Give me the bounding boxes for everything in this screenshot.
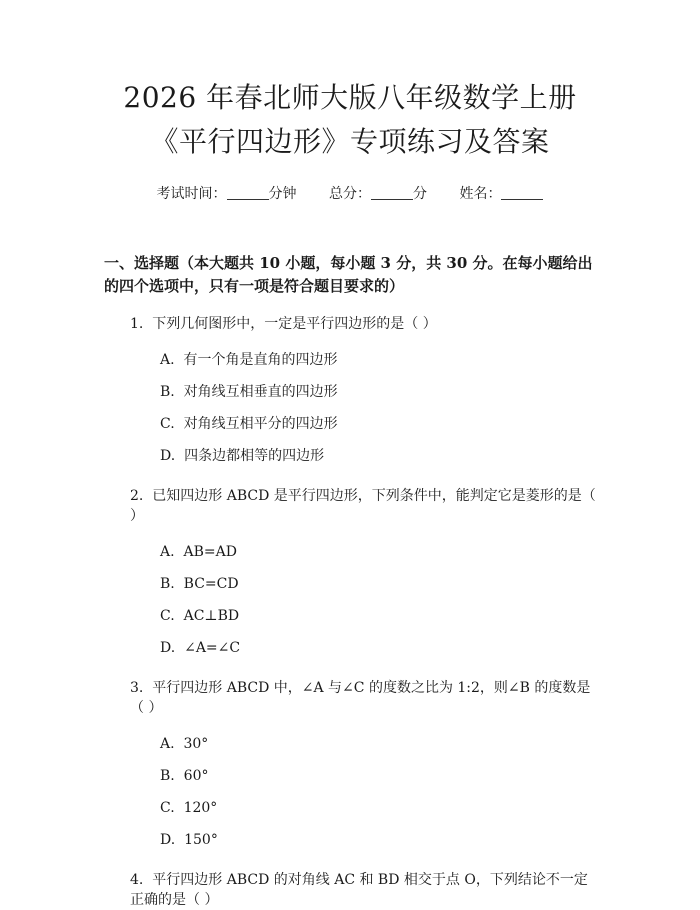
option: [160, 798, 596, 818]
option-text: 150°: [184, 832, 218, 848]
option-letter: A.: [160, 352, 175, 368]
option-letter: D.: [160, 640, 176, 656]
option-text: AB=AD: [183, 544, 237, 560]
question-stem: [130, 486, 596, 526]
option: [160, 414, 596, 434]
option-letter: B.: [160, 576, 175, 592]
option: [160, 734, 596, 754]
option: [160, 574, 596, 594]
question-number: 1.: [130, 316, 144, 332]
option-letter: A.: [160, 544, 175, 560]
question: [104, 678, 596, 850]
option-text: 30°: [183, 736, 209, 752]
option: [160, 606, 596, 626]
student-name-label: 姓名：: [459, 186, 502, 202]
option: [160, 382, 596, 402]
question: [104, 486, 596, 658]
option-letter: C.: [160, 608, 175, 624]
total-score-blank: [371, 185, 413, 200]
option-letter: A.: [160, 736, 175, 752]
option-text: AC⊥BD: [183, 608, 240, 624]
question-number: 2.: [130, 488, 144, 504]
option-letter: C.: [160, 800, 175, 816]
option: [160, 766, 596, 786]
question: [104, 870, 596, 910]
option: [160, 446, 596, 466]
question-stem: [130, 870, 596, 910]
option-text: ∠A=∠C: [184, 640, 241, 656]
exam-time: [157, 184, 297, 204]
exam-time-label: 考试时间：: [156, 186, 227, 202]
option-text: 对角线互相平分的四边形: [183, 416, 338, 432]
option-letter: B.: [160, 384, 175, 400]
question-stem: [130, 678, 596, 718]
option-letter: C.: [160, 416, 175, 432]
option: [160, 542, 596, 562]
option: [160, 350, 596, 370]
student-name: [459, 184, 543, 204]
option-letter: B.: [160, 768, 175, 784]
option-letter: D.: [160, 832, 176, 848]
total-score: [329, 184, 427, 204]
option-text: 有一个角是直角的四边形: [183, 352, 338, 368]
question: [104, 314, 596, 466]
total-score-unit: 分: [413, 186, 427, 202]
page-title: 2026 年春北师大版八年级数学上册《平行四边形》专项练习及答案: [123, 81, 577, 158]
question-stem: [130, 314, 596, 334]
student-name-blank: [501, 185, 543, 200]
question-number: 3.: [130, 680, 144, 696]
total-score-label: 总分：: [329, 186, 371, 202]
exam-meta: [104, 184, 596, 204]
question-text: 已知四边形 ABCD 是平行四边形，下列条件中，能判定它是菱形的是（ ）: [130, 488, 596, 524]
question-text: 平行四边形 ABCD 的对角线 AC 和 BD 相交于点 O，下列结论不一定正确的是（ ）: [130, 872, 588, 908]
question-text: 下列几何图形中，一定是平行四边形的是（ ）: [152, 316, 437, 332]
option-text: 对角线互相垂直的四边形: [183, 384, 338, 400]
section-heading: 一、选择题（本大题共 10 小题，每小题 3 分，共 30 分。在每小题给出的四个选项中，只有一项是符合题目要求的）: [104, 254, 593, 295]
option: [160, 638, 596, 658]
exam-time-unit: 分钟: [268, 186, 297, 202]
question-number: 4.: [130, 872, 144, 888]
question-text: 平行四边形 ABCD 中，∠A 与∠C 的度数之比为 1:2，则∠B 的度数是（ ）: [130, 680, 591, 716]
option-text: 60°: [183, 768, 209, 784]
option-letter: D.: [160, 448, 176, 464]
option-text: BC=CD: [183, 576, 239, 592]
option-text: 四条边都相等的四边形: [184, 448, 325, 464]
exam-time-blank: [227, 185, 269, 200]
option-text: 120°: [183, 800, 218, 816]
option: [160, 830, 596, 850]
